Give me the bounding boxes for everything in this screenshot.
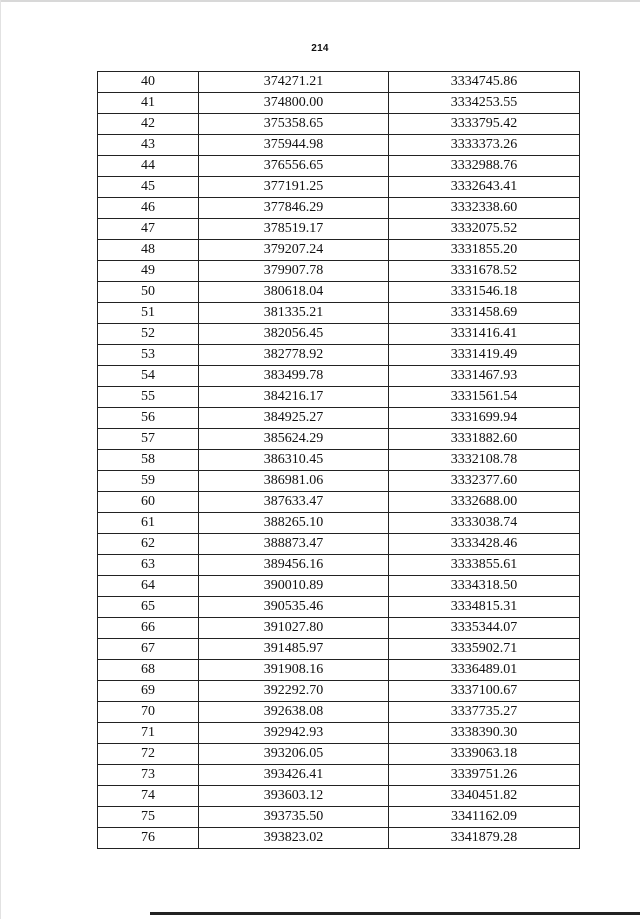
- table-row: [98, 618, 580, 639]
- table-row: [98, 177, 580, 198]
- table-row: [98, 702, 580, 723]
- point-index-cell: 48: [98, 240, 199, 261]
- x-coordinate-cell: 382778.92: [199, 345, 389, 366]
- point-index-cell: 49: [98, 261, 199, 282]
- table-row: [98, 219, 580, 240]
- table-row: [98, 534, 580, 555]
- y-coordinate-cell: 3341162.09: [389, 807, 580, 828]
- y-coordinate-cell: 3332108.78: [389, 450, 580, 471]
- x-coordinate-cell: 376556.65: [199, 156, 389, 177]
- table-row: [98, 324, 580, 345]
- table-row: [98, 723, 580, 744]
- table-row: [98, 408, 580, 429]
- x-coordinate-cell: 393603.12: [199, 786, 389, 807]
- x-coordinate-cell: 391908.16: [199, 660, 389, 681]
- table-row: [98, 135, 580, 156]
- table-row: [98, 555, 580, 576]
- x-coordinate-cell: 383499.78: [199, 366, 389, 387]
- point-index-cell: 70: [98, 702, 199, 723]
- point-index-cell: 57: [98, 429, 199, 450]
- y-coordinate-cell: 3336489.01: [389, 660, 580, 681]
- y-coordinate-cell: 3331561.54: [389, 387, 580, 408]
- point-index-cell: 54: [98, 366, 199, 387]
- table-row: [98, 807, 580, 828]
- y-coordinate-cell: 3335344.07: [389, 618, 580, 639]
- x-coordinate-cell: 392292.70: [199, 681, 389, 702]
- x-coordinate-cell: 377846.29: [199, 198, 389, 219]
- scan-edge-bottom: [150, 912, 640, 915]
- x-coordinate-cell: 378519.17: [199, 219, 389, 240]
- point-index-cell: 55: [98, 387, 199, 408]
- y-coordinate-cell: 3337100.67: [389, 681, 580, 702]
- point-index-cell: 41: [98, 93, 199, 114]
- point-index-cell: 66: [98, 618, 199, 639]
- y-coordinate-cell: 3333038.74: [389, 513, 580, 534]
- table-row: [98, 345, 580, 366]
- table-row: [98, 198, 580, 219]
- x-coordinate-cell: 393426.41: [199, 765, 389, 786]
- x-coordinate-cell: 392638.08: [199, 702, 389, 723]
- x-coordinate-cell: 388873.47: [199, 534, 389, 555]
- table-row: [98, 303, 580, 324]
- point-index-cell: 58: [98, 450, 199, 471]
- x-coordinate-cell: 379207.24: [199, 240, 389, 261]
- y-coordinate-cell: 3331467.93: [389, 366, 580, 387]
- table-row: [98, 576, 580, 597]
- x-coordinate-cell: 387633.47: [199, 492, 389, 513]
- point-index-cell: 63: [98, 555, 199, 576]
- point-index-cell: 40: [98, 72, 199, 93]
- point-index-cell: 53: [98, 345, 199, 366]
- x-coordinate-cell: 380618.04: [199, 282, 389, 303]
- table-row: [98, 471, 580, 492]
- x-coordinate-cell: 377191.25: [199, 177, 389, 198]
- x-coordinate-cell: 384925.27: [199, 408, 389, 429]
- x-coordinate-cell: 391485.97: [199, 639, 389, 660]
- table-row: [98, 72, 580, 93]
- table-row: [98, 450, 580, 471]
- point-index-cell: 62: [98, 534, 199, 555]
- y-coordinate-cell: 3331678.52: [389, 261, 580, 282]
- point-index-cell: 44: [98, 156, 199, 177]
- table-row: [98, 786, 580, 807]
- point-index-cell: 46: [98, 198, 199, 219]
- y-coordinate-cell: 3334253.55: [389, 93, 580, 114]
- y-coordinate-cell: 3332075.52: [389, 219, 580, 240]
- x-coordinate-cell: 382056.45: [199, 324, 389, 345]
- x-coordinate-cell: 386310.45: [199, 450, 389, 471]
- x-coordinate-cell: 389456.16: [199, 555, 389, 576]
- table-row: [98, 156, 580, 177]
- y-coordinate-cell: 3331416.41: [389, 324, 580, 345]
- y-coordinate-cell: 3334815.31: [389, 597, 580, 618]
- table-row: [98, 282, 580, 303]
- x-coordinate-cell: 393206.05: [199, 744, 389, 765]
- point-index-cell: 45: [98, 177, 199, 198]
- x-coordinate-cell: 390010.89: [199, 576, 389, 597]
- x-coordinate-cell: 379907.78: [199, 261, 389, 282]
- y-coordinate-cell: 3331882.60: [389, 429, 580, 450]
- y-coordinate-cell: 3335902.71: [389, 639, 580, 660]
- table-row: [98, 597, 580, 618]
- table-row: [98, 93, 580, 114]
- x-coordinate-cell: 386981.06: [199, 471, 389, 492]
- y-coordinate-cell: 3334318.50: [389, 576, 580, 597]
- point-index-cell: 64: [98, 576, 199, 597]
- y-coordinate-cell: 3339751.26: [389, 765, 580, 786]
- x-coordinate-cell: 385624.29: [199, 429, 389, 450]
- y-coordinate-cell: 3338390.30: [389, 723, 580, 744]
- y-coordinate-cell: 3339063.18: [389, 744, 580, 765]
- y-coordinate-cell: 3333855.61: [389, 555, 580, 576]
- y-coordinate-cell: 3332688.00: [389, 492, 580, 513]
- table-row: [98, 681, 580, 702]
- point-index-cell: 61: [98, 513, 199, 534]
- point-index-cell: 73: [98, 765, 199, 786]
- point-index-cell: 42: [98, 114, 199, 135]
- point-index-cell: 56: [98, 408, 199, 429]
- scan-edge-left: [0, 0, 1, 919]
- x-coordinate-cell: 390535.46: [199, 597, 389, 618]
- scan-edge-top: [0, 0, 640, 2]
- table-row: [98, 114, 580, 135]
- table-row: [98, 765, 580, 786]
- x-coordinate-cell: 375358.65: [199, 114, 389, 135]
- point-index-cell: 52: [98, 324, 199, 345]
- point-index-cell: 76: [98, 828, 199, 849]
- point-index-cell: 69: [98, 681, 199, 702]
- point-index-cell: 67: [98, 639, 199, 660]
- table-row: [98, 828, 580, 849]
- y-coordinate-cell: 3333428.46: [389, 534, 580, 555]
- table-row: [98, 429, 580, 450]
- x-coordinate-cell: 393823.02: [199, 828, 389, 849]
- y-coordinate-cell: 3331419.49: [389, 345, 580, 366]
- point-index-cell: 75: [98, 807, 199, 828]
- table-row: [98, 240, 580, 261]
- y-coordinate-cell: 3331546.18: [389, 282, 580, 303]
- y-coordinate-cell: 3332988.76: [389, 156, 580, 177]
- point-index-cell: 68: [98, 660, 199, 681]
- point-index-cell: 71: [98, 723, 199, 744]
- y-coordinate-cell: 3332377.60: [389, 471, 580, 492]
- coordinates-table-body: [98, 72, 580, 849]
- point-index-cell: 72: [98, 744, 199, 765]
- point-index-cell: 65: [98, 597, 199, 618]
- y-coordinate-cell: 3340451.82: [389, 786, 580, 807]
- y-coordinate-cell: 3333795.42: [389, 114, 580, 135]
- x-coordinate-cell: 374800.00: [199, 93, 389, 114]
- y-coordinate-cell: 3331699.94: [389, 408, 580, 429]
- x-coordinate-cell: 381335.21: [199, 303, 389, 324]
- y-coordinate-cell: 3341879.28: [389, 828, 580, 849]
- point-index-cell: 59: [98, 471, 199, 492]
- point-index-cell: 74: [98, 786, 199, 807]
- table-row: [98, 492, 580, 513]
- x-coordinate-cell: 388265.10: [199, 513, 389, 534]
- point-index-cell: 60: [98, 492, 199, 513]
- table-row: [98, 387, 580, 408]
- y-coordinate-cell: 3331458.69: [389, 303, 580, 324]
- x-coordinate-cell: 393735.50: [199, 807, 389, 828]
- table-row: [98, 660, 580, 681]
- point-index-cell: 51: [98, 303, 199, 324]
- y-coordinate-cell: 3332643.41: [389, 177, 580, 198]
- point-index-cell: 47: [98, 219, 199, 240]
- page-number: 214: [311, 43, 329, 54]
- table-row: [98, 366, 580, 387]
- y-coordinate-cell: 3332338.60: [389, 198, 580, 219]
- point-index-cell: 50: [98, 282, 199, 303]
- x-coordinate-cell: 391027.80: [199, 618, 389, 639]
- y-coordinate-cell: 3334745.86: [389, 72, 580, 93]
- coordinates-table: [97, 71, 580, 849]
- x-coordinate-cell: 392942.93: [199, 723, 389, 744]
- table-row: [98, 261, 580, 282]
- table-row: [98, 639, 580, 660]
- table-row: [98, 513, 580, 534]
- point-index-cell: 43: [98, 135, 199, 156]
- x-coordinate-cell: 374271.21: [199, 72, 389, 93]
- y-coordinate-cell: 3333373.26: [389, 135, 580, 156]
- x-coordinate-cell: 384216.17: [199, 387, 389, 408]
- y-coordinate-cell: 3337735.27: [389, 702, 580, 723]
- table-row: [98, 744, 580, 765]
- y-coordinate-cell: 3331855.20: [389, 240, 580, 261]
- x-coordinate-cell: 375944.98: [199, 135, 389, 156]
